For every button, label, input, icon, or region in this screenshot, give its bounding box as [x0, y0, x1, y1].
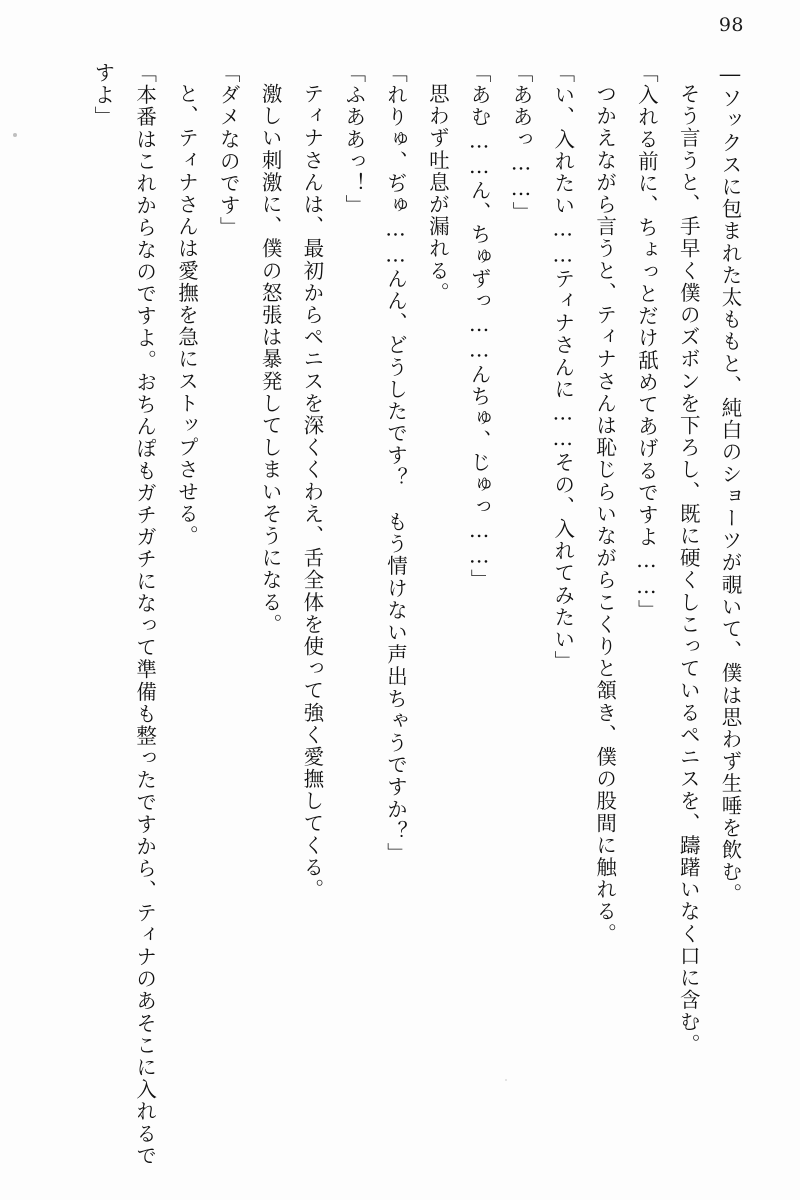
- paragraph: 「ふああっ！」: [341, 62, 366, 217]
- paragraph: そう言うと、手早く僕のズボンを下ろし、既に硬くしこっているペニスを、躊躇いなく口に含む。: [676, 82, 701, 1055]
- paragraph: 「ああっ……」: [508, 62, 533, 224]
- paragraph: ―ソックスに包まれた太ももと、純白のショーツが覗いて、僕は思わず生唾を飲む。: [718, 62, 742, 906]
- paragraph: 「れりゅ、ぢゅ……んん、どうしたです？ もう情けない声出ちゃうですか？」: [383, 62, 408, 865]
- paragraph: 思わず吐息が漏れる。: [425, 82, 450, 304]
- paragraph: 「ダメなのです」: [216, 62, 241, 239]
- paragraph: 「本番はこれからなのですよ。おちんぽもガチガチになって準備も整ったですから、ティナのあそこに入れるですよ」: [90, 62, 157, 1167]
- paragraph: 激しい刺激に、僕の怒張は暴発してしまいそうになる。: [258, 82, 283, 635]
- paragraph: ティナさんは、最初からペニスを深くくわえ、舌全体を使って強く愛撫してくる。: [299, 82, 324, 901]
- scan-speck: [13, 133, 17, 137]
- paragraph: と、ティナさんは愛撫を急にストップさせる。: [174, 82, 199, 547]
- body-text: [46, 62, 750, 1174]
- paragraph: 「あむ……ん、ちゅずっ……んちゅ、じゅっ……」: [467, 62, 492, 592]
- paragraph: 「い、入れたい……ティナさんに……その、入れてみたい」: [550, 62, 575, 673]
- paragraph: つかえながら言うと、ティナさんは恥じらいながらこくりと頷き、僕の股間に触れる。: [592, 82, 617, 945]
- paragraph: 「入れる前に、ちょっとだけ舐めてあげるですよ……」: [634, 62, 659, 622]
- page-number: 98: [718, 14, 744, 36]
